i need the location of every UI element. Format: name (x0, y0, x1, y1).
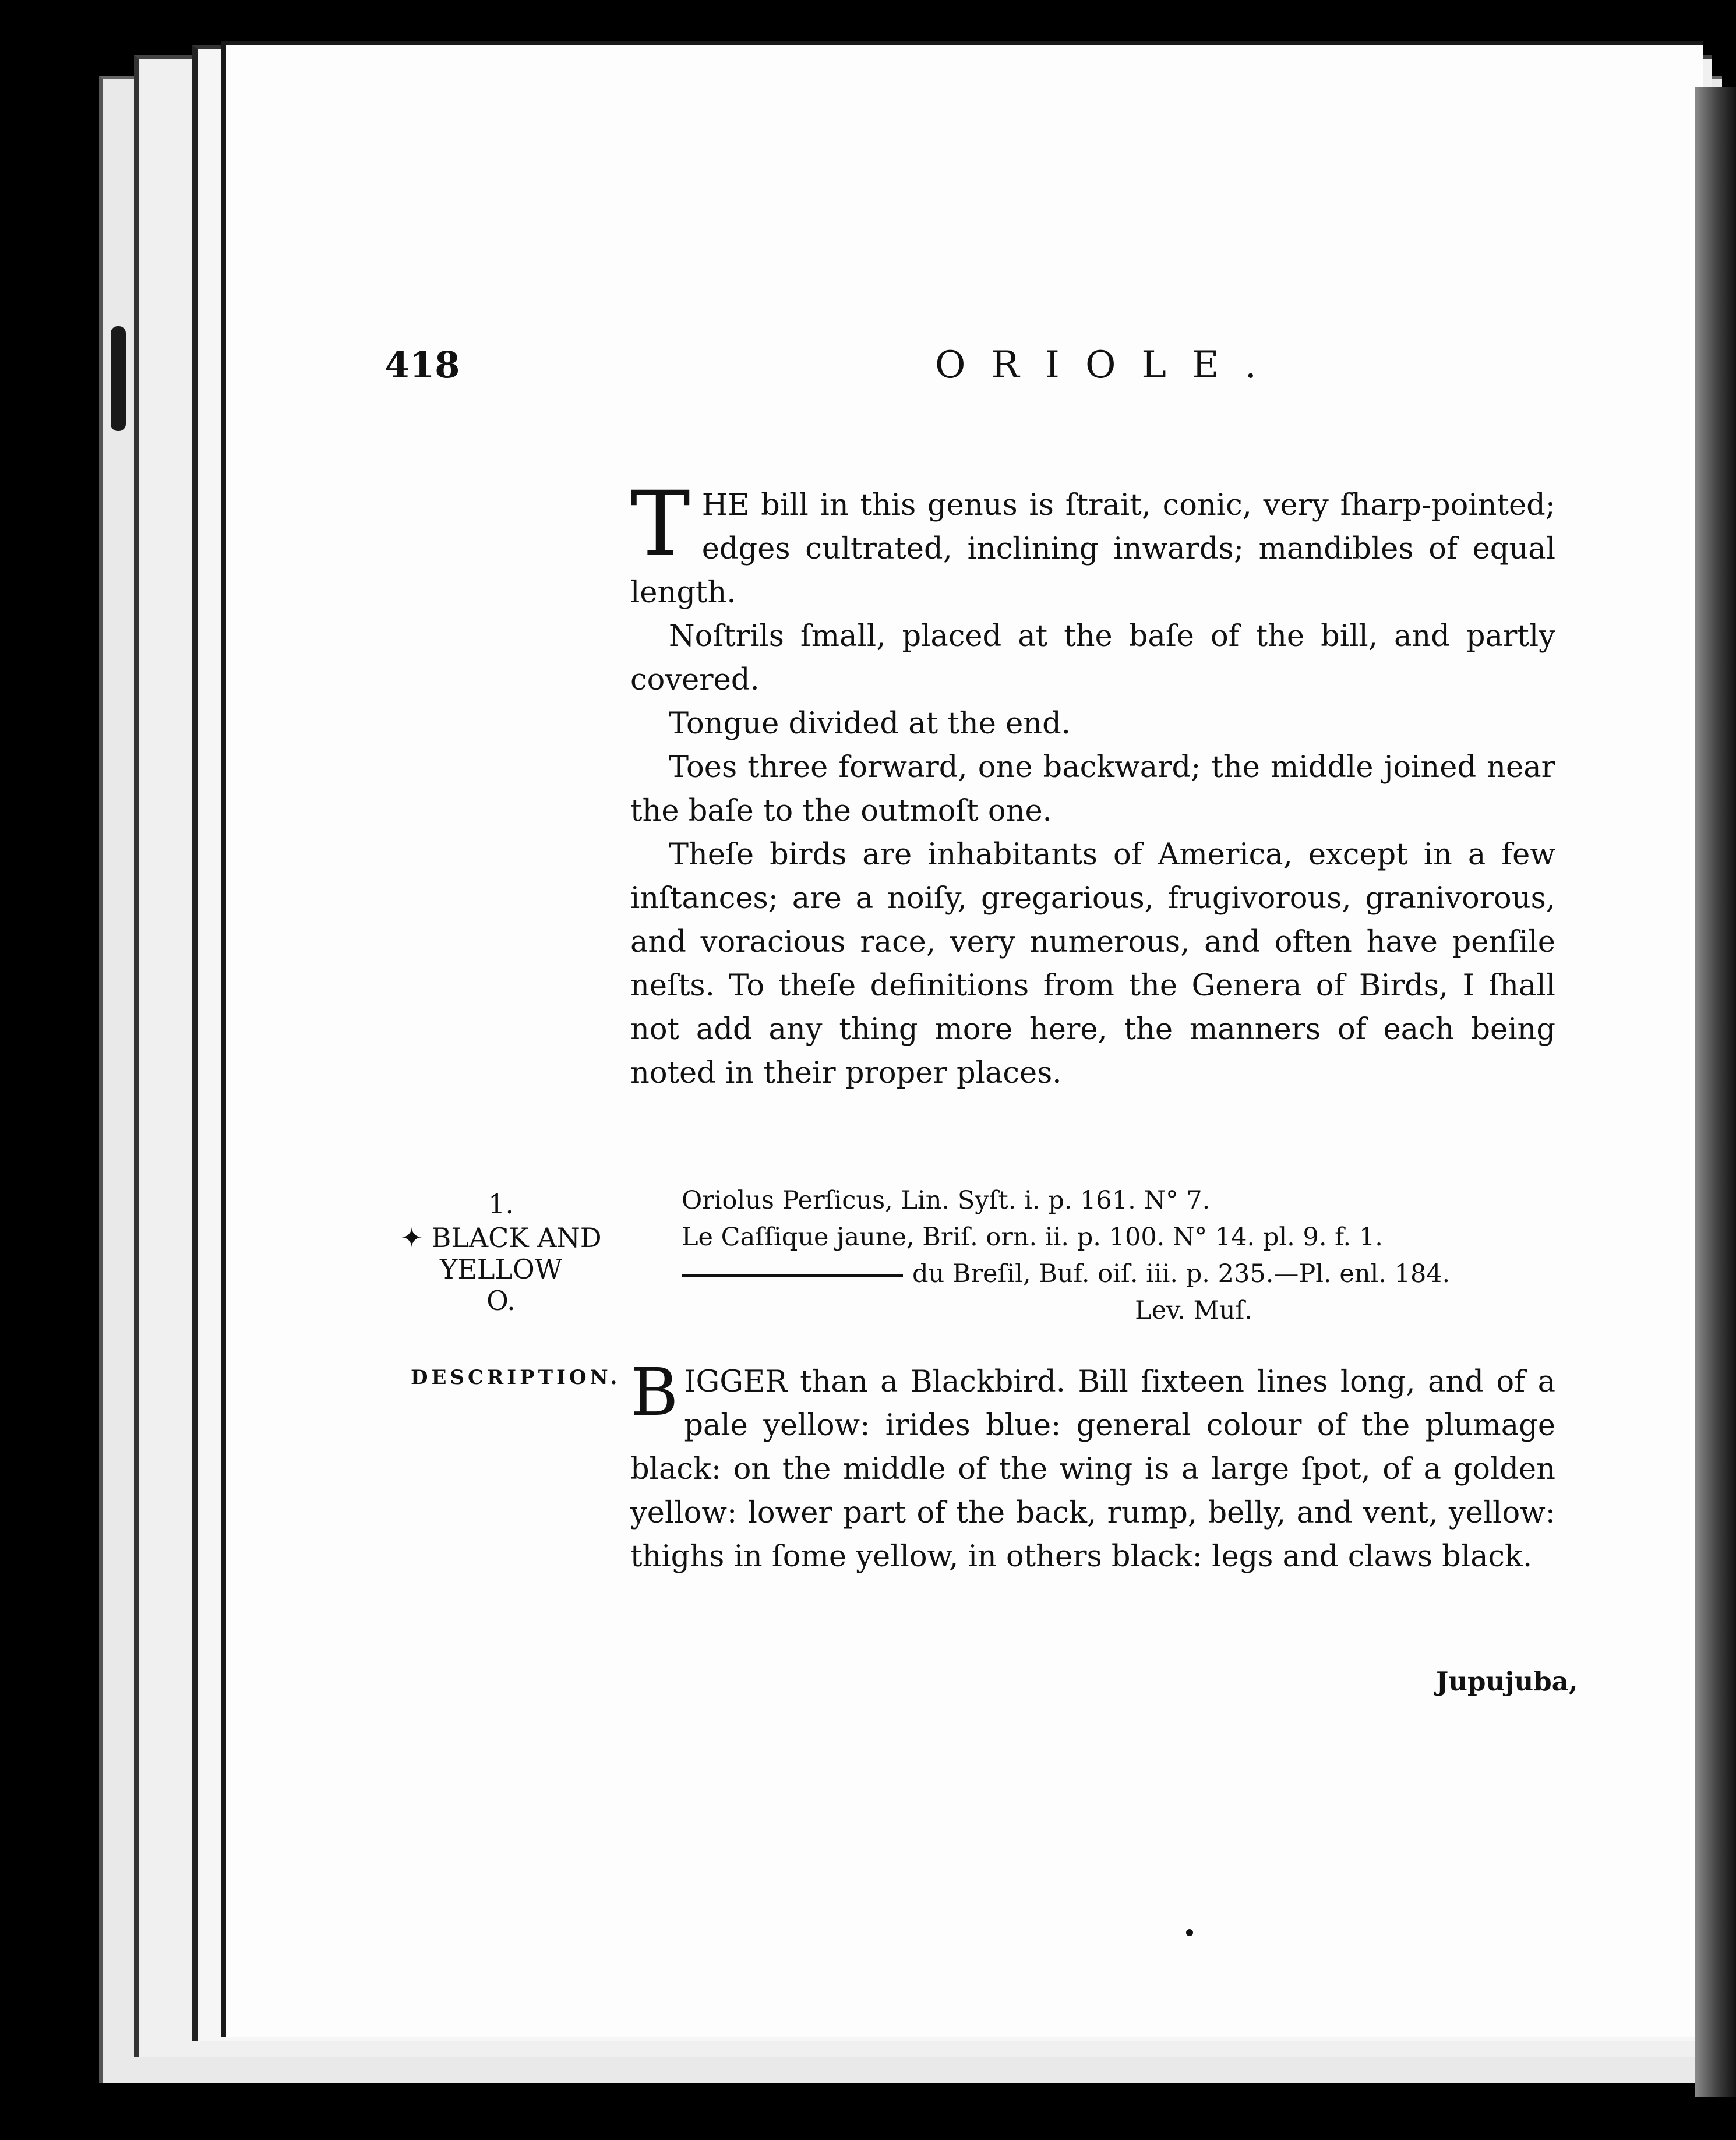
species-description (630, 1355, 1555, 1578)
description-label: DESCRIPTION. (411, 1366, 621, 1389)
species-name-line-1 (384, 1222, 618, 1253)
signature-dot (1186, 1929, 1193, 1936)
running-head (384, 344, 1282, 390)
description-drop-cap: B (630, 1355, 679, 1431)
intro-paragraph-3: Tongue divided at the end. (669, 707, 1071, 741)
synonym-3 (682, 1256, 1509, 1293)
ditto-rule (682, 1274, 903, 1277)
synonym-list (682, 1182, 1509, 1329)
synonym-3-text: du Breſil, Buf. oiſ. iii. p. 235.—Pl. enl. 184. (912, 1259, 1451, 1288)
genus-description (630, 472, 1555, 1095)
species-name-line-1-text: BLACK AND (431, 1222, 602, 1253)
intro-paragraph-5: Theſe birds are inhabitants of America, except in a few inſtances; are a noiſy, gregarious, frugivorous, granivorous, and voracious race, very numerous, and often have penſile neſts. To theſe definitions from the Genera of Birds, I ſhall not add any thing more here, the manners of each being noted in their proper places. (630, 838, 1555, 1090)
intro-paragraph-1 (630, 472, 1555, 615)
intro-paragraph-1-text: HE bill in this genus is ſtrait, conic, very ſharp-pointed; edges cultrated, inclining inwards; mandibles of equal length. (630, 488, 1555, 610)
description-paragraph (630, 1355, 1555, 1578)
species-name-line-2: YELLOW (439, 1253, 563, 1285)
species-name (384, 1222, 618, 1316)
page-number: 418 (384, 344, 460, 386)
synonym-2: Le Caſſique jaune, Briſ. orn. ii. p. 100. N° 14. pl. 9. f. 1. (682, 1223, 1383, 1252)
catchword: Jupujuba, (1436, 1666, 1578, 1697)
intro-paragraph-2: Noſtrils ſmall, placed at the baſe of the bill, and partly covered. (630, 619, 1555, 697)
drop-cap: T (630, 472, 690, 577)
page-title: ORIOLE. (935, 344, 1282, 387)
species-number: 1. (488, 1188, 514, 1220)
description-text: IGGER than a Blackbird. Bill ſixteen lines long, and of a pale yellow: irides blue: general colour of the plumage black: on the middle of the wing is a large ſpot, of a golden yellow: lower part of the back, rump, belly, and vent, yellow: thighs in ſome yellow, in others black: legs and claws black. (630, 1365, 1555, 1574)
synonym-source: Lev. Muſ. (1135, 1296, 1252, 1325)
species-name-line-3: O. (486, 1285, 516, 1316)
synonym-1: Oriolus Perſicus, Lin. Syſt. i. p. 161. N° 7. (682, 1186, 1211, 1215)
intro-paragraph-4: Toes three forward, one backward; the middle joined near the baſe to the outmoſt one. (630, 750, 1555, 828)
species-marker: ✦ (400, 1222, 423, 1253)
